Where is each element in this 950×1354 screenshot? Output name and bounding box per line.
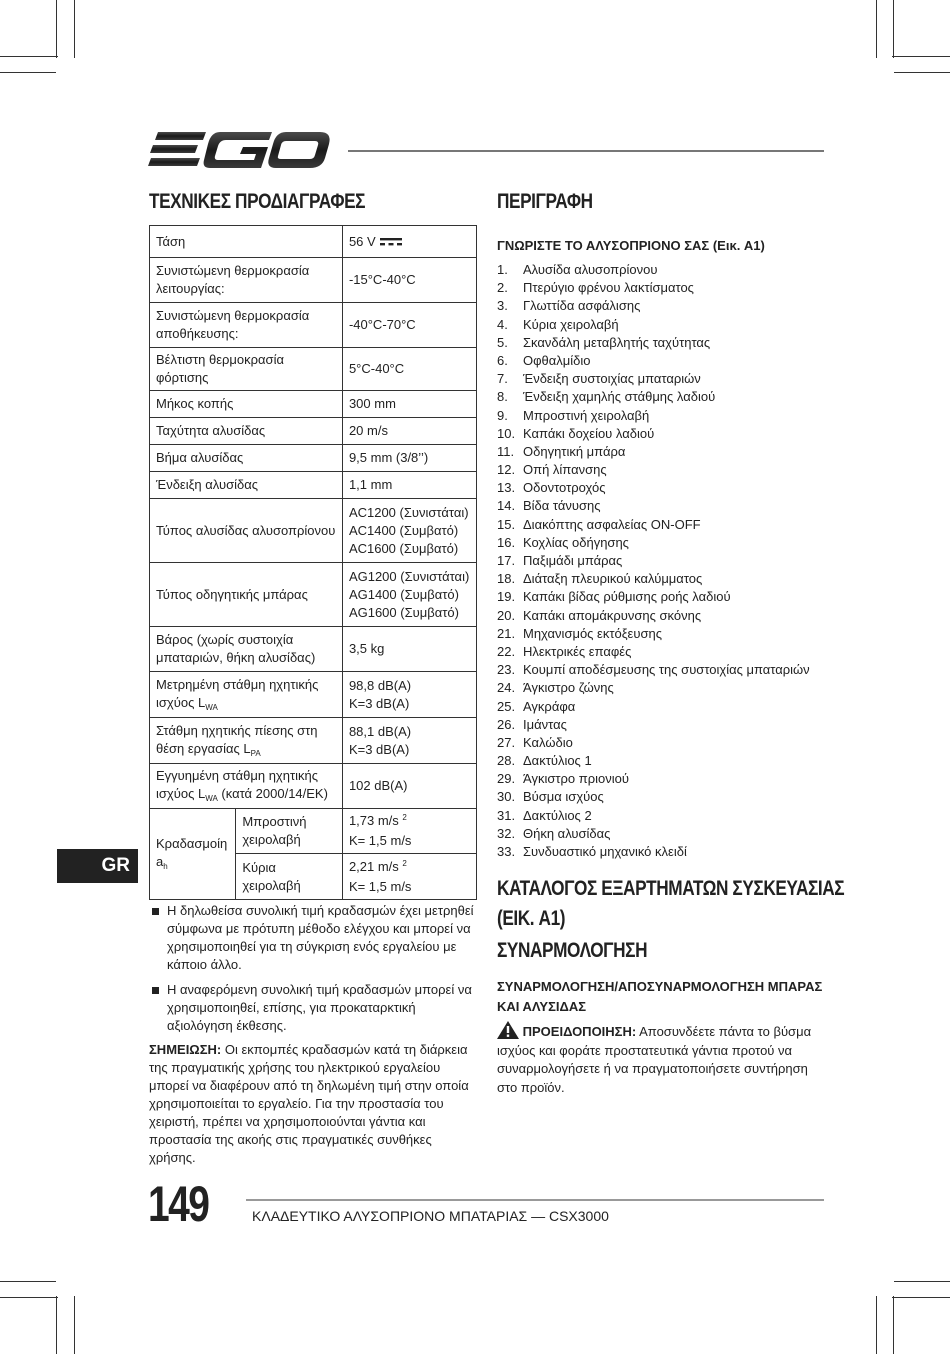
list-item: 30. Βύσμα ισχύος — [497, 789, 604, 805]
spec-label: Κραδασμοίη $a_h$ — [150, 809, 236, 900]
list-item: 6. Οφθαλμίδιο — [497, 352, 591, 368]
crop-mark — [876, 1296, 877, 1354]
spec-sublabel: Κύρια χειρολαβή — [236, 854, 343, 900]
spec-label: Τάση — [150, 226, 343, 258]
spec-label: Τύπος οδηγητικής μπάρας — [150, 563, 343, 627]
assembly-title: ΣΥΝΑΡΜΟΛΟΓΗΣΗ — [497, 939, 648, 962]
spec-label: Συνιστώμενη θερμοκρασία αποθήκευσης: — [150, 303, 343, 348]
list-item: 3. Γλωττίδα ασφάλισης — [497, 298, 641, 314]
list-item: 9. Μπροστινή χειρολαβή — [497, 407, 650, 423]
list-item: 27. Καλώδιο — [497, 734, 573, 750]
list-item: 15. Διακόπτης ασφαλείας ON-OFF — [497, 516, 701, 532]
crop-mark — [894, 72, 950, 73]
language-tab: GR — [57, 849, 138, 883]
spec-label: Τύπος αλυσίδας αλυσοπρίονου — [150, 499, 343, 563]
spec-label: Μετρημένη στάθμη ηχητικής ισχύος $L_{WA}$ — [150, 672, 343, 718]
crop-mark — [893, 1296, 894, 1354]
parts-list — [497, 261, 810, 861]
spec-value: 300 mm — [342, 391, 476, 418]
crop-mark — [894, 1281, 950, 1282]
spec-label: Ένδειξη αλυσίδας — [150, 472, 343, 499]
spec-value: -40°C-70°C — [342, 303, 476, 348]
spec-label: Εγγυημένη στάθμη ηχητικής ισχύος $L_{WA}$ (κατά 2000/14/ΕΚ) — [150, 764, 343, 809]
ego-logo — [148, 128, 332, 174]
warning-label: ΠΡΟΕΙΔΟΠΟΙΗΣΗ: — [522, 1024, 637, 1039]
spec-label: Βήμα αλυσίδας — [150, 445, 343, 472]
list-item: 5. Σκανδάλη μεταβλητής ταχύτητας — [497, 334, 711, 350]
list-item: 2. Πτερύγιο φρένου λακτίσματος — [497, 280, 694, 296]
list-item: 24. Άγκιστρο ζώνης — [497, 680, 614, 696]
list-item: 23. Κουμπί αποδέσμευσης της συστοιχίας μπαταριών — [497, 662, 810, 678]
bullet-list — [149, 902, 479, 1042]
specs-title: ΤΕΧΝΙΚΕΣ ΠΡΟΔΙΑΓΡΑΦΕΣ — [149, 190, 366, 213]
list-item: 12. Οπή λίπανσης — [497, 462, 607, 478]
package-list-title: ΚΑΤΑΛΟΓΟΣ ΕΞΑΡΤΗΜΑΤΩΝ ΣΥΣΚΕΥΑΣΙΑΣ — [497, 877, 845, 900]
list-item: 31. Δακτύλιος 2 — [497, 807, 592, 823]
spec-label: Ταχύτητα αλυσίδας — [150, 418, 343, 445]
header-rule — [348, 150, 824, 152]
list-item: 32. Θήκη αλυσίδας — [497, 825, 611, 841]
list-item: 14. Βίδα τάνυσης — [497, 498, 601, 514]
know-your-saw-heading: ΓΝΩΡΙΣΤΕ ΤΟ ΑΛΥΣΟΠΡΙΟΝΟ ΣΑΣ (Εικ. A1) — [497, 238, 765, 253]
note-label: ΣΗΜΕΙΩΣΗ: — [149, 1042, 222, 1057]
assembly-subheading: ΣΥΝΑΡΜΟΛΟΓΗΣΗ/ΑΠΟΣΥΝΑΡΜΟΛΟΓΗΣΗ ΜΠΑΡΑΣ — [497, 979, 823, 994]
list-item: 16. Κοχλίας οδήγησης — [497, 534, 629, 550]
list-item: 21. Μηχανισμός εκτόξευσης — [497, 625, 662, 641]
spec-value: 2,21 m/s $^2$ K= 1,5 m/s — [342, 854, 476, 900]
list-item: 10. Καπάκι δοχείου λαδιού — [497, 425, 655, 441]
spec-value: 3,5 kg — [342, 627, 476, 672]
list-item: 25. Αγκράφα — [497, 698, 576, 714]
spec-value: 1,1 mm — [342, 472, 476, 499]
spec-label: Μήκος κοπής — [150, 391, 343, 418]
list-item: 29. Άγκιστρο πριονιού — [497, 771, 629, 787]
spec-value: 88,1 dB(A) K=3 dB(A) — [342, 718, 476, 764]
package-list-title-cont: (ΕΙΚ. A1) — [497, 907, 566, 930]
spec-label: Στάθμη ηχητικής πίεσης στη θέση εργασίας $L_{PA}$ — [150, 718, 343, 764]
crop-mark — [0, 1281, 56, 1282]
crop-mark — [56, 1296, 57, 1354]
crop-mark — [56, 0, 57, 58]
list-item: 19. Καπάκι βίδας ρύθμισης ροής λαδιού — [497, 589, 731, 605]
crop-mark — [892, 1297, 950, 1298]
footer-rule — [246, 1199, 824, 1201]
bullet-item: Η αναφερόμενη συνολική τιμή κραδασμών μπορεί να χρησιμοποιηθεί, επίσης, για προκαταρκτική αξιολόγηση έκθεσης. — [149, 981, 479, 1035]
crop-mark — [0, 72, 56, 73]
page-number: 149 — [148, 1176, 209, 1232]
description-title: ΠΕΡΙΓΡΑΦΗ — [497, 190, 593, 213]
spec-label: Βάρος (χωρίς συστοιχία μπαταριών, θήκη αλυσίδας) — [150, 627, 343, 672]
footer-title: ΚΛΑΔΕΥΤΙΚΟ ΑΛΥΣΟΠΡΙΟΝΟ ΜΠΑΤΑΡΙΑΣ — CSX3000 — [252, 1208, 609, 1224]
spec-sublabel: Μπροστινή χειρολαβή — [236, 809, 343, 854]
list-item: 22. Ηλεκτρικές επαφές — [497, 643, 632, 659]
assembly-subheading-cont: ΚΑΙ ΑΛΥΣΙΔΑΣ — [497, 999, 587, 1014]
list-item: 20. Καπάκι απομάκρυνσης σκόνης — [497, 607, 702, 623]
spec-value: 9,5 mm (3/8’’) — [342, 445, 476, 472]
warning-paragraph: ΠΡΟΕΙΔΟΠΟΙΗΣΗ: Αποσυνδέετε πάντα το βύσμα ισχύος και φοράτε προστατευτικά γάντια προτού να συναρμολογήσετε ή να πραγματοποιήσετε συντήρηση στο προϊόν. — [497, 1021, 817, 1097]
list-item: 33. Συνδυαστικό μηχανικό κλειδί — [497, 844, 687, 859]
list-item: 18. Διάταξη πλευρικού καλύμματος — [497, 571, 703, 587]
warning-icon — [497, 1021, 519, 1039]
list-item: 11. Οδηγητική μπάρα — [497, 443, 626, 459]
spec-value: 1,73 m/s $^2$ K= 1,5 m/s — [342, 809, 476, 854]
list-item: 28. Δακτύλιος 1 — [497, 753, 592, 769]
specs-table — [149, 225, 477, 900]
spec-value: -15°C-40°C — [342, 258, 476, 303]
crop-mark — [0, 56, 58, 57]
spec-label: Συνιστώμενη θερμοκρασία λειτουργίας: — [150, 258, 343, 303]
spec-value: 56 V — [342, 226, 476, 258]
spec-value: 98,8 dB(A) K=3 dB(A) — [342, 672, 476, 718]
spec-value: 5°C-40°C — [342, 348, 476, 391]
spec-value: AG1200 (Συνιστάται) AG1400 (Συμβατό) AG1600 (Συμβατό) — [342, 563, 476, 627]
spec-value: AC1200 (Συνιστάται) AC1400 (Συμβατό) AC1600 (Συμβατό) — [342, 499, 476, 563]
list-item: 4. Κύρια χειρολαβή — [497, 316, 619, 332]
dc-symbol-icon — [379, 237, 403, 247]
list-item: 8. Ένδειξη χαμηλής στάθμης λαδιού — [497, 389, 716, 405]
list-item: 13. Οδοντοτροχός — [497, 480, 606, 496]
list-item: 7. Ένδειξη συστοιχίας μπαταριών — [497, 371, 701, 387]
crop-mark — [0, 1297, 58, 1298]
crop-mark — [74, 0, 75, 58]
bullet-item: Η δηλωθείσα συνολική τιμή κραδασμών έχει μετρηθεί σύμφωνα με πρότυπη μέθοδο ελέγχου και μπορεί να χρησιμοποιηθεί για τη σύγκριση ενός εργαλείου με κάποιο άλλο. — [149, 902, 479, 974]
list-item: 26. Ιμάντας — [497, 716, 567, 732]
crop-mark — [74, 1296, 75, 1354]
spec-label: Βέλτιστη θερμοκρασία φόρτισης — [150, 348, 343, 391]
crop-mark — [893, 0, 894, 58]
crop-mark — [892, 56, 950, 57]
list-item: 17. Παξιμάδι μπάρας — [497, 553, 623, 568]
list-item: 1. Αλυσίδα αλυσοπρίονου — [497, 262, 658, 277]
spec-value: 20 m/s — [342, 418, 476, 445]
crop-mark — [876, 0, 877, 58]
note-paragraph: ΣΗΜΕΙΩΣΗ: Οι εκπομπές κραδασμών κατά τη διάρκεια της πραγματικής χρήσης του ηλεκτρικού εργαλείου μπορεί να διαφέρουν από τη δηλωμένη τιμή στην οποία χρησιμοποιείται το εργαλείο. Για την προστασία του χειριστή, πρέπει να χρησιμοποιούνται γάντια και προστασία της ακοής στις πραγματικές συνθήκες χρήσης. — [149, 1042, 469, 1165]
spec-value: 102 dB(A) — [342, 764, 476, 809]
